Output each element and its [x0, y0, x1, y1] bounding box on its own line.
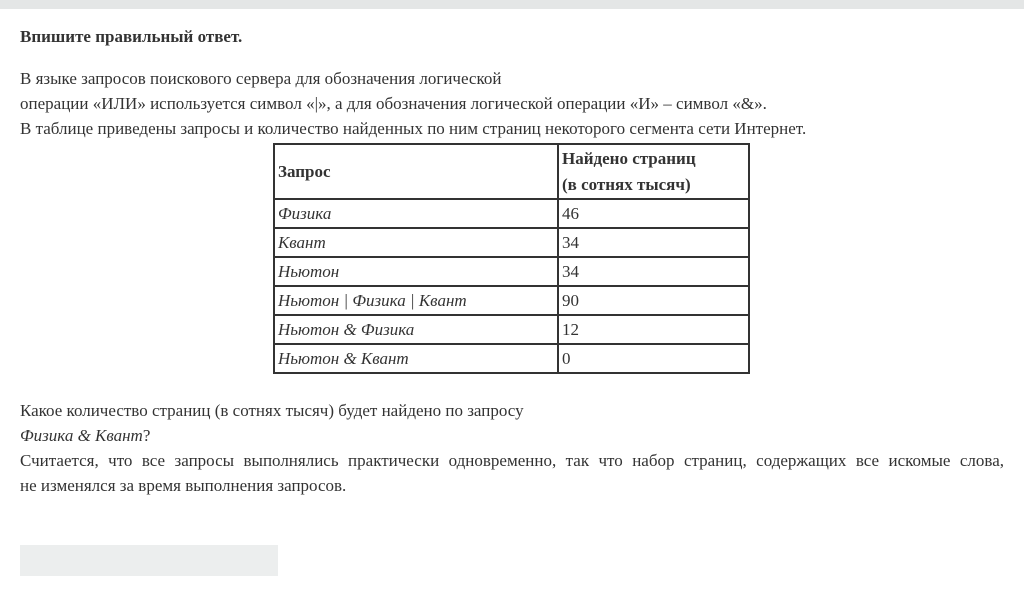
query-cell: Квант [274, 228, 558, 257]
query-cell: Физика [274, 199, 558, 228]
task-content [20, 26, 1004, 498]
table-row [274, 257, 749, 286]
query-cell: Ньютон [274, 257, 558, 286]
task-question [20, 398, 1004, 498]
header-found-line: Найдено страниц [562, 148, 696, 168]
table-row [274, 228, 749, 257]
top-strip [0, 0, 1024, 9]
question-query-line [20, 423, 1004, 448]
queries-table [273, 143, 750, 374]
count-cell: 90 [558, 286, 749, 315]
header-found [558, 144, 749, 199]
table-row [274, 344, 749, 373]
count-cell: 12 [558, 315, 749, 344]
note-line: не изменялся за время выполнения запросов. [20, 476, 347, 495]
header-found-line: (в сотнях тысяч) [562, 174, 691, 194]
question-mark: ? [142, 426, 151, 445]
header-query: Запрос [274, 144, 558, 199]
table-row [274, 315, 749, 344]
intro-line: операции «ИЛИ» используется символ «|», а для обозначения логической операции «И» – символ «&». [20, 94, 767, 113]
query-cell: Ньютон | Физика | Квант [274, 286, 558, 315]
question-line: Какое количество страниц (в сотнях тысяч) будет найдено по запросу [20, 401, 524, 420]
table-header-row [274, 144, 749, 199]
task-intro [20, 66, 1004, 141]
count-cell: 34 [558, 228, 749, 257]
query-cell: Ньютон & Квант [274, 344, 558, 373]
question-query: Физика & Квант [20, 426, 143, 445]
query-cell: Ньютон & Физика [274, 315, 558, 344]
table-row [274, 286, 749, 315]
intro-line: В языке запросов поискового сервера для обозначения логической [20, 69, 502, 88]
intro-line: В таблице приведены запросы и количество найденных по ним страниц некоторого сегмента сети Интернет. [20, 119, 807, 138]
count-cell: 46 [558, 199, 749, 228]
count-cell: 0 [558, 344, 749, 373]
note-line: Считается, что все запросы выполнялись практически одновременно, так что набор страниц, содержащих все искомые слова, [20, 451, 1004, 470]
count-cell: 34 [558, 257, 749, 286]
table-row [274, 199, 749, 228]
answer-input[interactable] [20, 545, 278, 576]
task-instruction: Впишите правильный ответ. [20, 27, 243, 46]
